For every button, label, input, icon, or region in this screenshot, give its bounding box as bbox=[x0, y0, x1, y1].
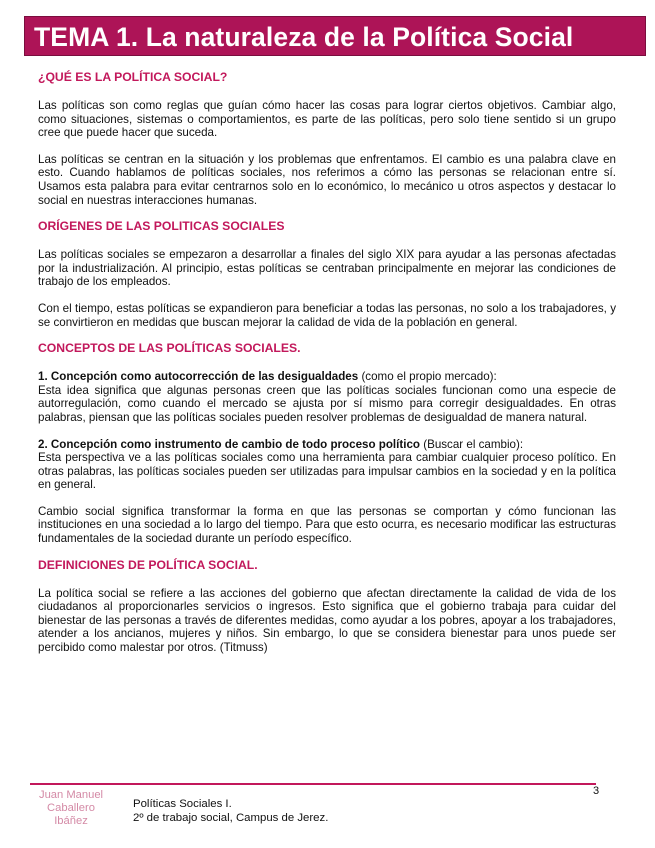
concept-1-body: Esta idea significa que algunas personas creen que las políticas sociales funcionan como una especie de autorregulación, como cuando el mercado se ajusta por sí mismo para corregir desigualdades. En otras palabras, piensan que las políticas sociales pueden resolver problemas de desigualdad de manera natural. bbox=[38, 383, 616, 424]
page-number: 3 bbox=[593, 785, 600, 797]
paragraph: Las políticas sociales se empezaron a desarrollar a finales del siglo XIX para ayudar a las personas afectadas por la industrialización. Al principio, estas políticas se centraban principalmente en mejorar las condiciones de trabajo de los empleados. bbox=[38, 248, 616, 289]
paragraph: Con el tiempo, estas políticas se expandieron para beneficiar a todas las personas, no solo a los trabajadores, y se convirtieron en medidas que buscan mejorar la calidad de vida de la población en general. bbox=[38, 301, 616, 329]
course-line: 2º de trabajo social, Campus de Jerez. bbox=[133, 812, 329, 824]
concept-2-lead: 2. Concepción como instrumento de cambio de todo proceso político bbox=[38, 437, 420, 451]
page-title: TEMA 1. La naturaleza de la Política Social bbox=[34, 22, 574, 52]
concept-2-note: (Buscar el cambio): bbox=[420, 437, 524, 451]
concept-2-title bbox=[38, 438, 616, 452]
author-line: Juan Manuel bbox=[38, 789, 104, 801]
footer-course bbox=[133, 797, 328, 825]
footer-author bbox=[28, 789, 114, 828]
author-line: Caballero bbox=[47, 802, 95, 814]
section-heading-conceptos: CONCEPTOS DE LAS POLÍTICAS SOCIALES. bbox=[38, 341, 301, 356]
paragraph: La política social se refiere a las acciones del gobierno que afectan directamente la calidad de vida de los ciudadanos al proporcionarles servicios o ingresos. Esto significa que el gobierno trabaja para cuidar del bienestar de las personas a través de diferentes medidas, como ayudar a los pobres, apoyar a los trabajadores, atender a los ancianos, mujeres y niños. Sin embargo, lo que se considera bienestar para unos puede ser percibido como malestar por otros. (Titmuss) bbox=[38, 586, 616, 655]
concept-2-body: Esta perspectiva ve a las políticas sociales como una herramienta para cambiar cualquier proceso político. En otras palabras, las políticas sociales pueden ser utilizadas para impulsar cambios en la sociedad y en la política en general. bbox=[38, 451, 616, 492]
section-heading-que-es: ¿QUÉ ES LA POLÍTICA SOCIAL? bbox=[38, 70, 228, 84]
section-heading-origenes: ORÍGENES DE LAS POLITICAS SOCIALES bbox=[38, 219, 285, 234]
concept-1-lead: 1. Concepción como autocorrección de las desigualdades bbox=[38, 370, 359, 384]
concept-1-note: (como el propio mercado): bbox=[358, 370, 497, 384]
author-line: Ibáñez bbox=[54, 815, 88, 827]
document-body bbox=[38, 70, 616, 655]
paragraph: Cambio social significa transformar la forma en que las personas se comportan y cómo funcionan las instituciones en una sociedad a lo largo del tiempo. Para que esto ocurra, es necesario modificar las estructuras fundamentales de la sociedad durante un período específico. bbox=[38, 504, 616, 546]
footer-divider bbox=[30, 783, 596, 785]
concept-1-title bbox=[38, 370, 616, 384]
course-line: Políticas Sociales I. bbox=[133, 798, 232, 810]
paragraph: Las políticas se centran en la situación y los problemas que enfrentamos. El cambio es una palabra clave en esto. Cuando hablamos de políticas sociales, nos referimos a cómo las personas se relacionan entre sí. Usamos esta palabra para evitar centrarnos solo en lo económico, lo mecánico u otros aspectos y destacar lo social en nuestras interacciones humanas. bbox=[38, 152, 616, 207]
title-banner bbox=[24, 16, 646, 56]
paragraph: Las políticas son como reglas que guían cómo hacer las cosas para lograr ciertos objetivos. Cambiar algo, como situaciones, sistemas o comportamientos, es parte de las políticas, pero solo tiene sentido si un grupo cree que puede hacer que suceda. bbox=[38, 99, 616, 140]
section-heading-definiciones: DEFINICIONES DE POLÍTICA SOCIAL. bbox=[38, 557, 258, 572]
